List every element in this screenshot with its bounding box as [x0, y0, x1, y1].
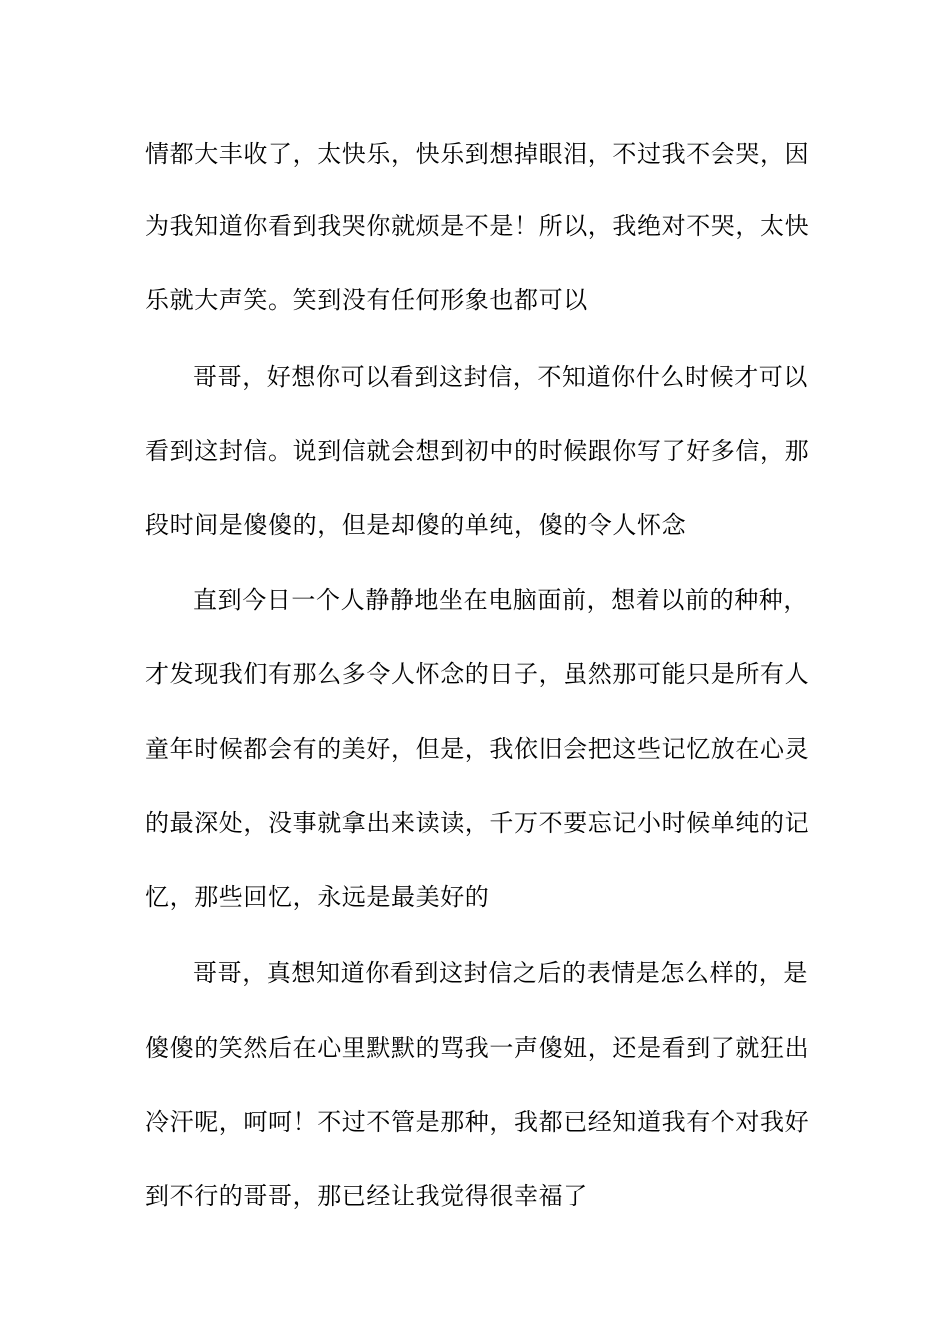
- text-line: 到不行的哥哥，那已经让我觉得很幸福了: [145, 1182, 588, 1210]
- text-line: 忆，那些回忆，永远是最美好的: [145, 883, 490, 911]
- paragraph-first-line: 哥哥，真想知道你看到这封信之后的表情是怎么样的，是: [193, 959, 808, 987]
- text-line: 乐就大声笑。笑到没有任何形象也都可以: [145, 286, 588, 314]
- text-line: 为我知道你看到我哭你就烦是不是！所以，我绝对不哭，太快: [145, 212, 810, 240]
- paragraph-first-line: 哥哥，好想你可以看到这封信，不知道你什么时候才可以: [193, 363, 808, 391]
- text-line: 段时间是傻傻的，但是却傻的单纯，傻的令人怀念: [145, 511, 687, 539]
- text-line: 才发现我们有那么多令人怀念的日子，虽然那可能只是所有人: [145, 660, 810, 688]
- text-line: 情都大丰收了，太快乐，快乐到想掉眼泪，不过我不会哭，因: [145, 140, 810, 168]
- text-line: 的最深处，没事就拿出来读读，千万不要忘记小时候单纯的记: [145, 809, 810, 837]
- text-line: 看到这封信。说到信就会想到初中的时候跟你写了好多信，那: [145, 437, 810, 465]
- text-line: 冷汗呢，呵呵！不过不管是那种，我都已经知道我有个对我好: [145, 1108, 810, 1136]
- text-line: 童年时候都会有的美好，但是，我依旧会把这些记忆放在心灵: [145, 735, 810, 763]
- text-line: 傻傻的笑然后在心里默默的骂我一声傻妞，还是看到了就狂出: [145, 1034, 810, 1062]
- paragraph-first-line: 直到今日一个人静静地坐在电脑面前，想着以前的种种，: [193, 586, 808, 614]
